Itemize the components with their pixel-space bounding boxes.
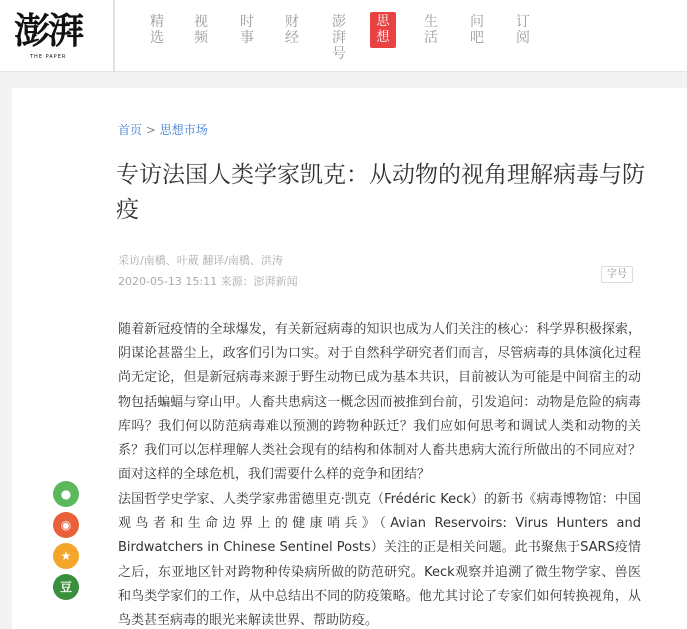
font-size-button[interactable]: 字号 [601,266,633,283]
article-card [12,88,687,629]
logo-text: 澎湃 [14,10,83,52]
article-authors: 采访/南橋、叶葳 翻译/南橋、洪涛 [118,254,283,267]
star-icon[interactable]: ★ [53,543,79,569]
logo[interactable] [10,8,106,64]
breadcrumb-home[interactable]: 首页 [118,123,143,137]
article-title: 专访法国人类学家凯克：从动物的视角理解病毒与防疫 [116,162,645,223]
article-paragraph: 随着新冠疫情的全球爆发，有关新冠病毒的知识也成为人们关注的核心：科学界积极探索，阴谋论甚嚣尘上，政客们引为口实。对于自然科学研究者们而言，尽管病毒的具体演化过程尚无定论，但是新冠病毒来源于野生动物已成为基本共识，目前被认为可能是中间宿主的动物包括蝙蝠与穿山甲。人畜共患病这一概念因而被推到台前，引发追问：动物是危险的病毒库吗？我们何以防范病毒难以预测的跨物种跃迁？我们应如何思考和调试人类和动物的关系？我们可以怎样理解人类社会现有的结构和体制对人畜共患病大流行所做出的不同应对？面对这样的全球危机，我们需要什么样的竞争和团结？ [118,322,641,483]
article-meta: 2020-05-13 15:11 来源：澎湃新闻 [118,275,298,288]
nav-item-selected[interactable]: 精 选 [150,14,164,46]
logo-subtitle: THE PAPER [30,54,67,60]
nav-item-finance[interactable]: 财 经 [285,14,299,46]
top-navbar [0,0,687,72]
breadcrumb-separator: > [145,123,156,137]
douban-icon[interactable]: 豆 [53,574,79,600]
nav-item-subscribe[interactable]: 订 阅 [516,14,530,46]
breadcrumb-section[interactable]: 思想市场 [159,123,208,137]
nav-item-life[interactable]: 生 活 [424,14,438,46]
header-divider [113,0,115,72]
nav-item-video[interactable]: 视 频 [194,14,208,46]
breadcrumb [118,121,208,138]
weibo-icon[interactable]: ◉ [53,512,79,538]
wechat-icon[interactable]: ● [53,481,79,507]
nav-item-news[interactable]: 时 事 [240,14,254,46]
nav-item-thought[interactable]: 思 想 [370,12,396,48]
nav-item-pengpai-hao[interactable]: 澎 湃 号 [332,14,346,62]
nav-item-ask[interactable]: 问 吧 [470,14,484,46]
article-paragraph: 法国哲学史学家、人类学家弗雷德里克·凯克（Frédéric Keck）的新书《病毒博物馆：中国观鸟者和生命边界上的健康哨兵》（Avian Reservoirs: Virus Hunters and Birdwatchers in Chinese Sentinel Posts）关注的正是相关问题。此书聚焦于SARS疫情之后，东亚地区针对跨物种传染病所做的防范研究。Keck观察并追溯了微生物学家、兽医和鸟类学家们的工作，从中总结出不同的防疫策略。他尤其讨论了专家们如何转换视角，从鸟类甚至病毒的眼光来解读世界、帮助防疫。 [118,492,641,629]
